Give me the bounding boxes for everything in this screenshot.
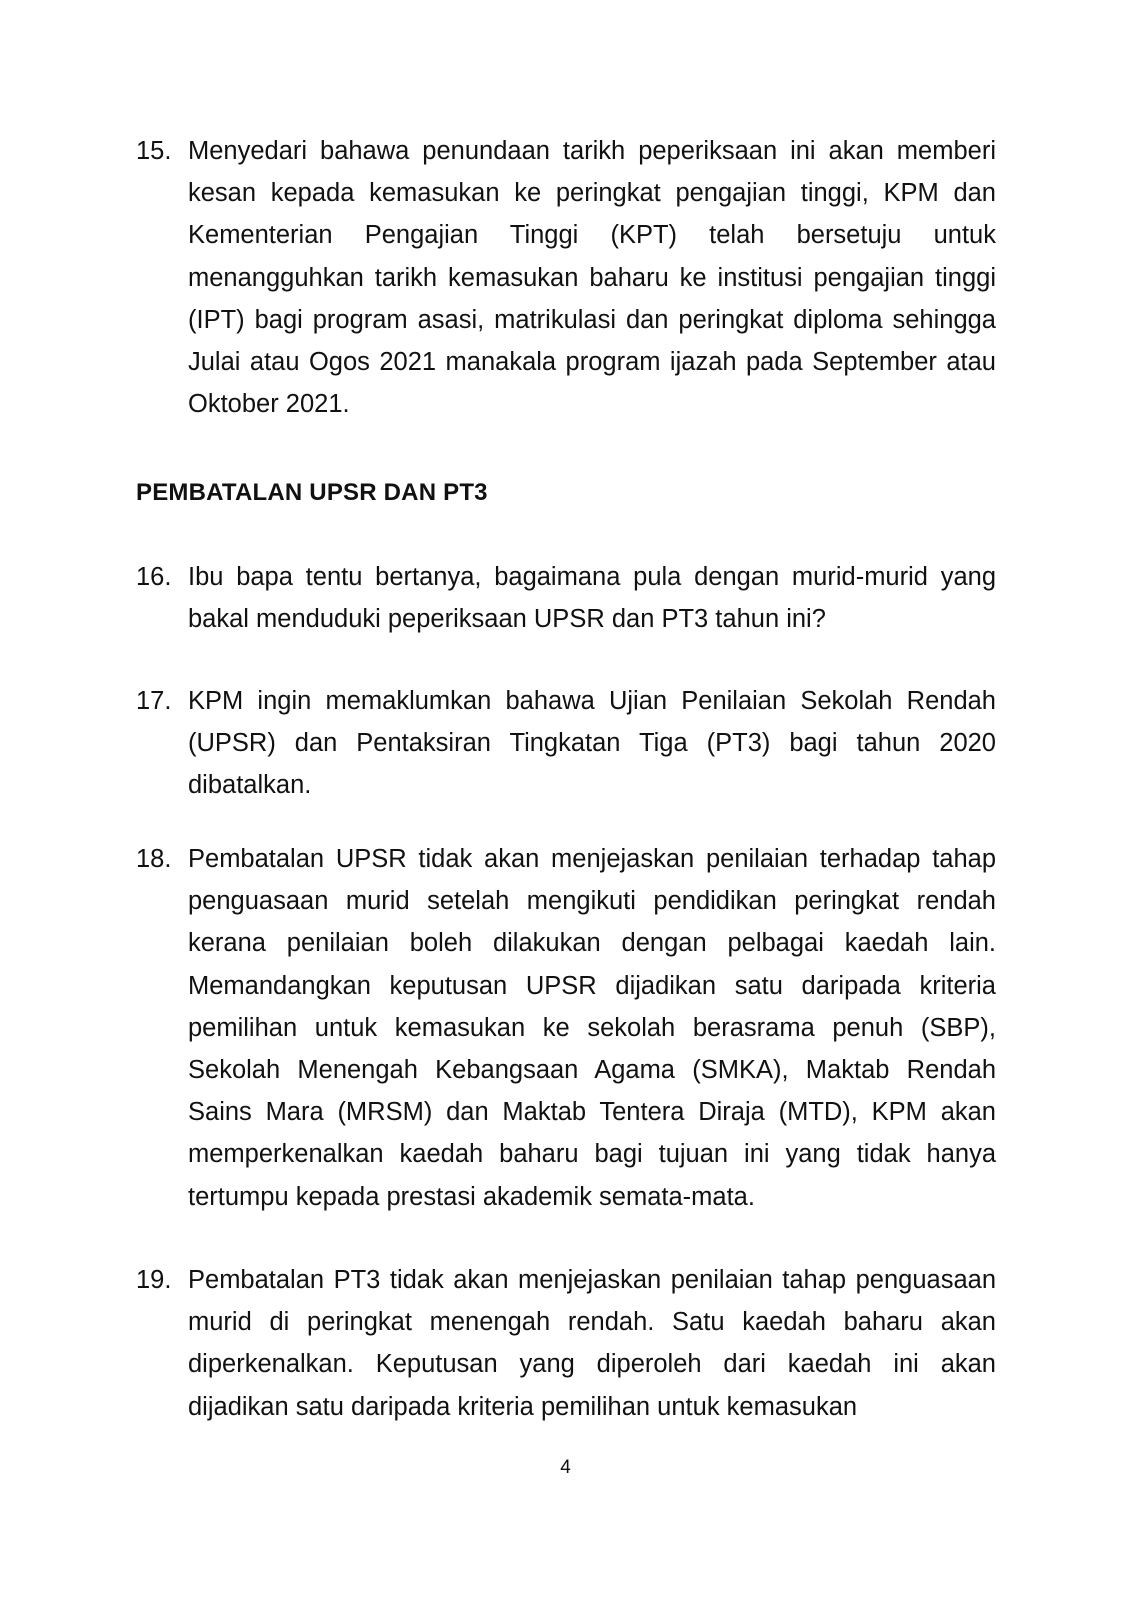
section-heading: PEMBATALAN UPSR DAN PT3: [136, 479, 488, 506]
paragraph-text: Ibu bapa tentu bertanya, bagaimana pula dengan murid-murid yang bakal menduduki peperiksaan UPSR dan PT3 tahun ini?: [188, 563, 996, 634]
paragraph-16: [136, 556, 996, 640]
paragraph-number: 19.: [136, 1266, 172, 1294]
page-number: 4: [560, 1457, 571, 1478]
paragraph-18: [136, 838, 996, 1218]
paragraph-number: 16.: [136, 563, 172, 591]
paragraph-text: Pembatalan PT3 tidak akan menjejaskan penilaian tahap penguasaan murid di peringkat menengah rendah. Satu kaedah baharu akan diperkenalkan. Keputusan yang diperoleh dari kaedah ini akan dijadikan satu daripada kriteria pemilihan untuk kemasukan: [188, 1266, 996, 1421]
paragraph-number: 18.: [136, 845, 172, 873]
paragraph-text: Pembatalan UPSR tidak akan menjejaskan penilaian terhadap tahap penguasaan murid setelah mengikuti pendidikan peringkat rendah kerana penilaian boleh dilakukan dengan pelbagai kaedah lain. Memandangkan keputusan UPSR dijadikan satu daripada kriteria pemilihan untuk kemasukan ke sekolah berasrama penuh (SBP), Sekolah Menengah Kebangsaan Agama (SMKA), Maktab Rendah Sains Mara (MRSM) dan Maktab Tentera Diraja (MTD), KPM akan memperkenalkan kaedah baharu bagi tujuan ini yang tidak hanya tertumpu kepada prestasi akademik semata-mata.: [188, 845, 996, 1211]
paragraph-17: [136, 680, 996, 807]
paragraph-19: [136, 1259, 996, 1428]
paragraph-text: Menyedari bahawa penundaan tarikh peperiksaan ini akan memberi kesan kepada kemasukan ke peringkat pengajian tinggi, KPM dan Kementerian Pengajian Tinggi (KPT) telah bersetuju untuk menangguhkan tarikh kemasukan baharu ke institusi pengajian tinggi (IPT) bagi program asasi, matrikulasi dan peringkat diploma sehingga Julai atau Ogos 2021 manakala program ijazah pada September atau Oktober 2021.: [188, 137, 996, 419]
paragraph-15: [136, 130, 996, 425]
paragraph-number: 17.: [136, 687, 172, 715]
paragraph-number: 15.: [136, 137, 172, 165]
paragraph-text: KPM ingin memaklumkan bahawa Ujian Penilaian Sekolah Rendah (UPSR) dan Pentaksiran Tingkatan Tiga (PT3) bagi tahun 2020 dibatalkan.: [188, 687, 996, 800]
